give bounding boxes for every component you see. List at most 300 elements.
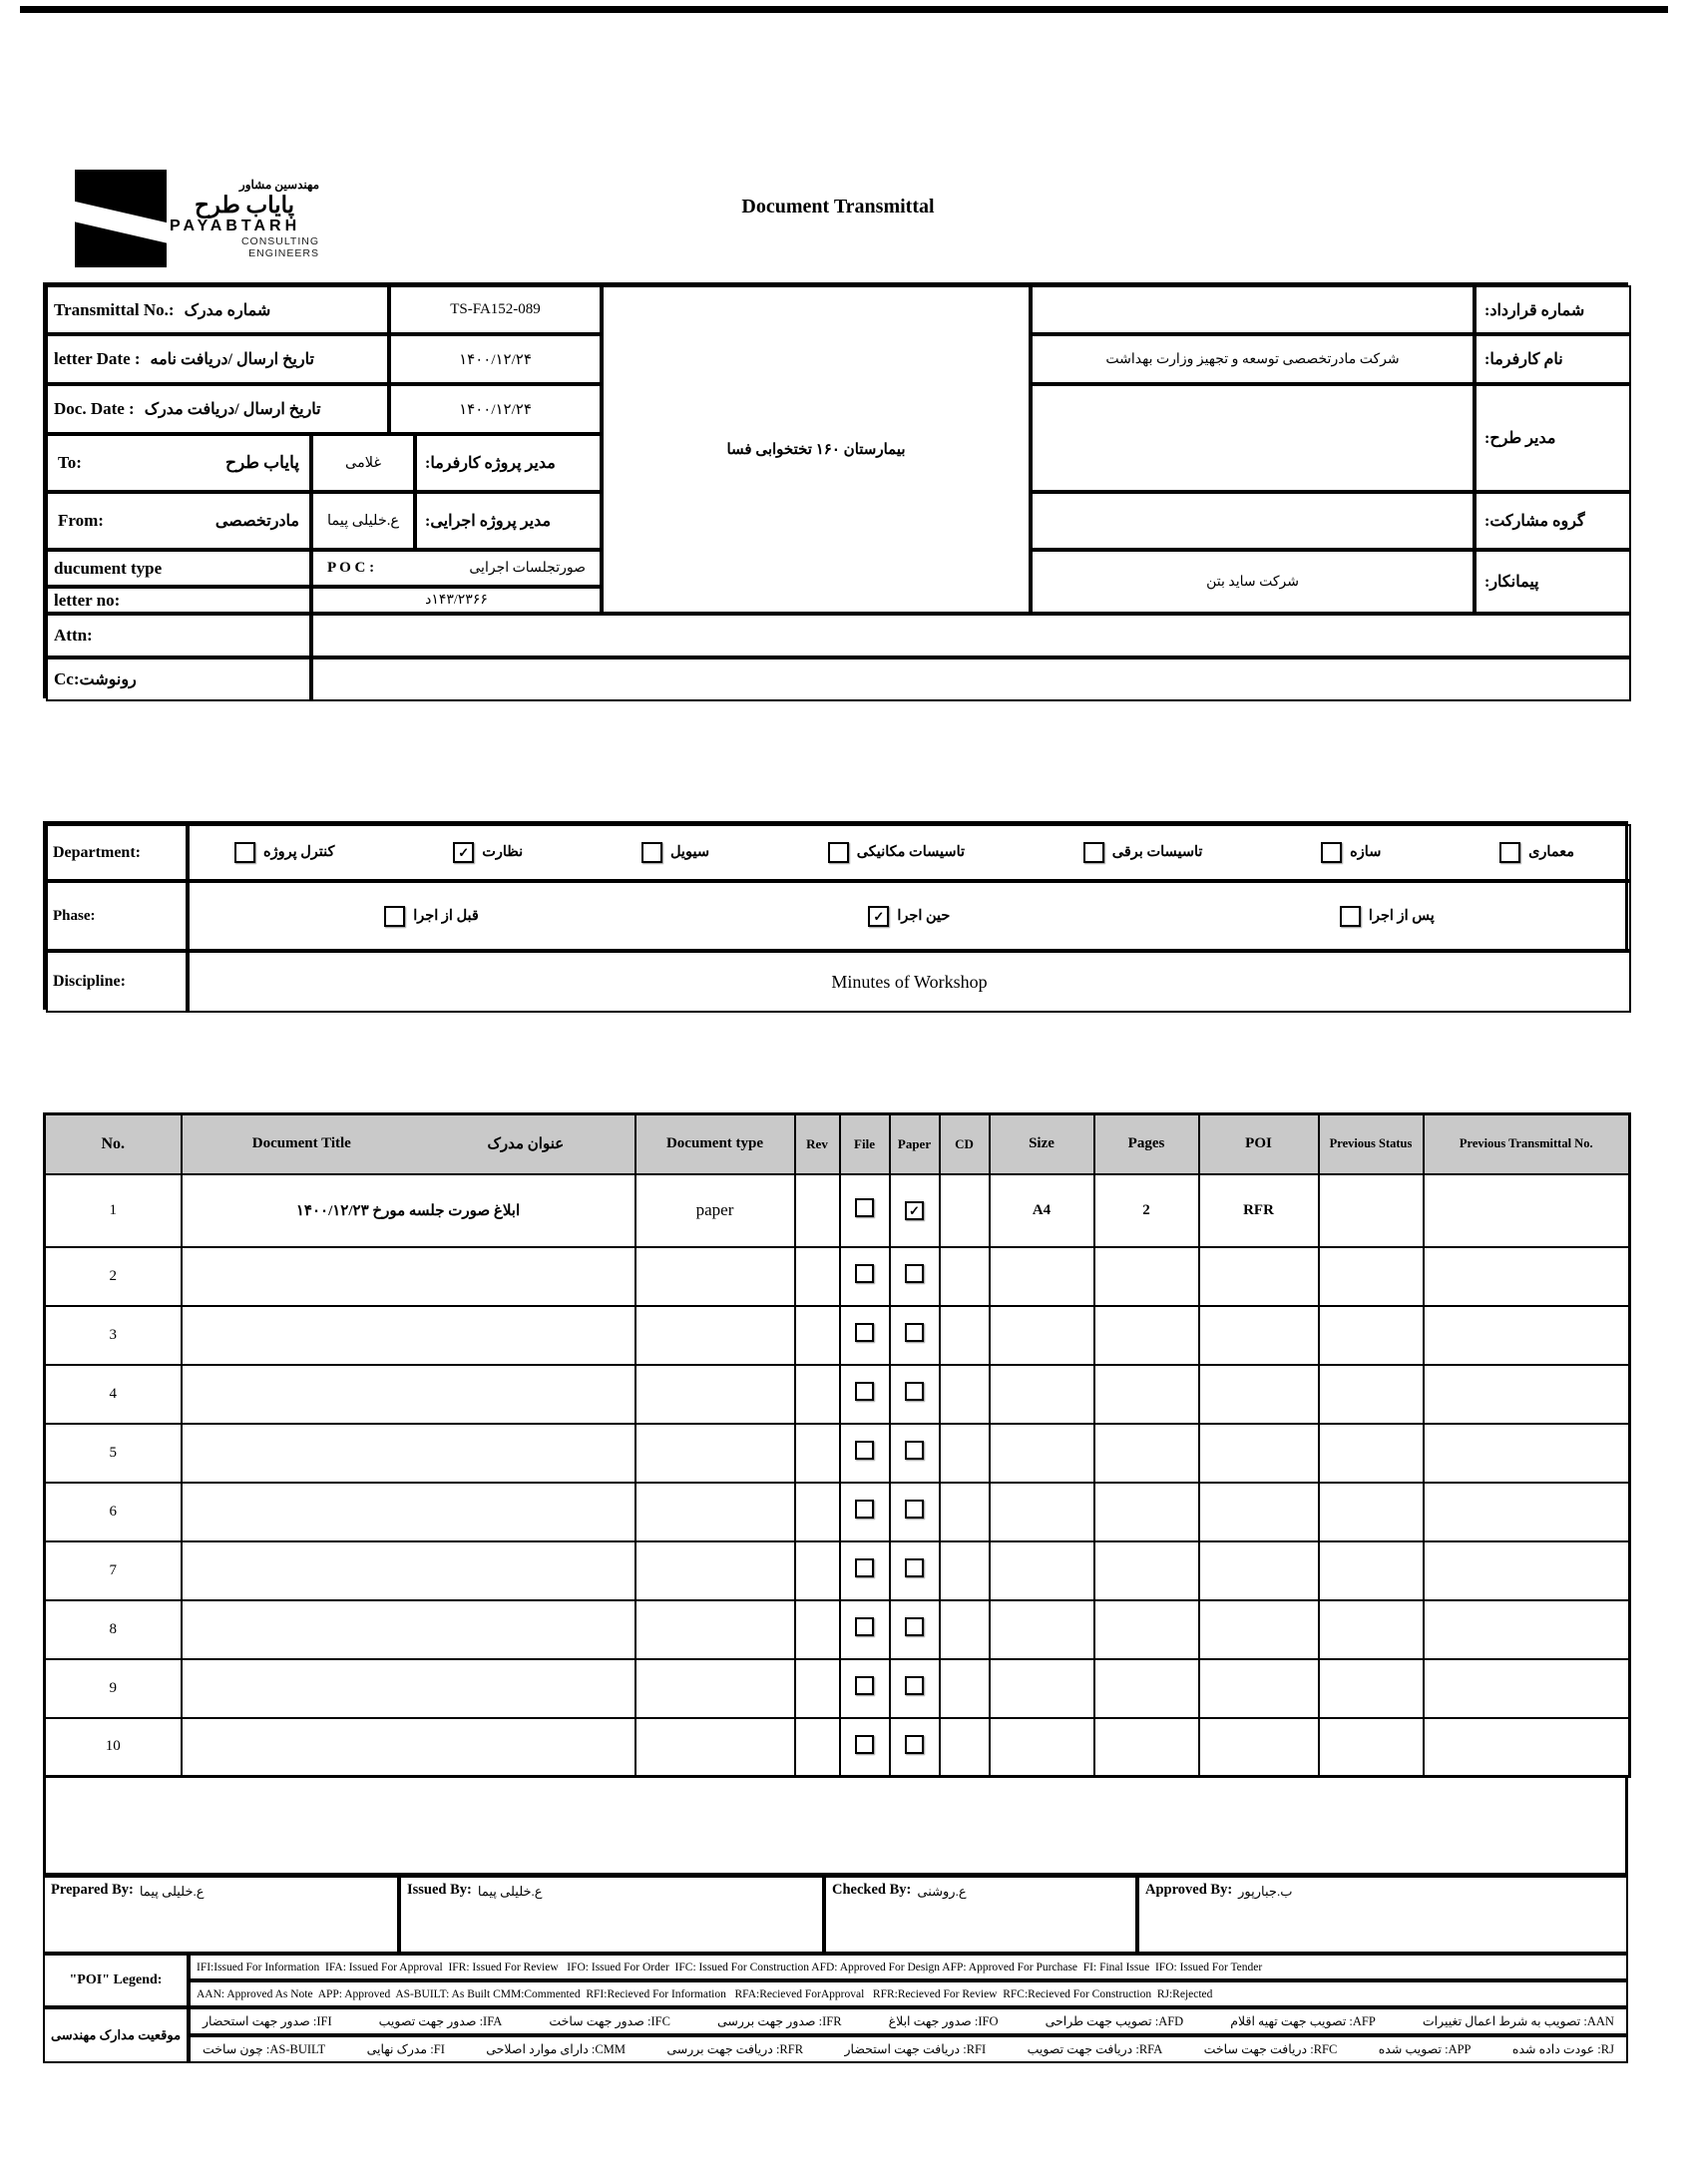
letter-date-label-fa: تاریخ ارسال /دریافت نامه <box>150 351 314 368</box>
client-pm-label: مدیر پروژه کارفرما: <box>415 434 602 492</box>
paper-checkbox[interactable] <box>905 1382 924 1401</box>
client-name-label: نام کارفرما: <box>1475 334 1631 384</box>
cell-file[interactable] <box>840 1174 890 1247</box>
cell-cd[interactable] <box>940 1600 990 1659</box>
cell-prev-transmittal[interactable] <box>1424 1365 1630 1424</box>
cell-file[interactable] <box>840 1365 890 1424</box>
file-checkbox[interactable] <box>855 1676 874 1695</box>
cell-rev[interactable] <box>795 1483 840 1541</box>
cell-title[interactable] <box>182 1424 635 1483</box>
table-row <box>45 1306 1630 1365</box>
department-items <box>188 824 1631 881</box>
doc-date-label-fa: تاریخ ارسال /دریافت مدرک <box>144 401 321 418</box>
file-checkbox[interactable] <box>855 1264 874 1283</box>
cell-title[interactable] <box>182 1718 635 1777</box>
cell-doc-type[interactable]: paper <box>635 1174 795 1247</box>
table-row <box>45 1365 1630 1424</box>
file-checkbox[interactable] <box>855 1441 874 1460</box>
legend-item <box>1423 2013 1614 2029</box>
col-prev-status: Previous Status <box>1319 1114 1424 1174</box>
cc-label <box>46 657 311 701</box>
from-value[interactable]: مادرتخصصی <box>214 513 299 530</box>
fa-legend-label: موقعیت مدارک مهندسی <box>43 2007 189 2063</box>
col-title <box>182 1114 635 1174</box>
cell-size[interactable] <box>990 1718 1094 1777</box>
issued-by-name[interactable]: ع.خلیلی پیما <box>477 1884 543 1899</box>
cell-size[interactable]: A4 <box>990 1174 1094 1247</box>
to-value[interactable]: پایاب طرح <box>225 453 299 472</box>
cell-rev[interactable] <box>795 1659 840 1718</box>
cell-prev-status[interactable] <box>1319 1718 1424 1777</box>
cell-size[interactable] <box>990 1600 1094 1659</box>
transmittal-no-label-fa: شماره مدرک <box>184 301 271 319</box>
letter-date-value[interactable]: ۱۴۰۰/۱۲/۲۴ <box>389 334 602 384</box>
legend-item-code: :IFC <box>643 2013 670 2028</box>
paper-checkbox[interactable] <box>905 1617 924 1636</box>
legend-item-code: :IFR <box>815 2013 842 2028</box>
cell-size[interactable] <box>990 1306 1094 1365</box>
jv-group-label: گروه مشارکت: <box>1475 492 1631 550</box>
department-item[interactable] <box>641 842 709 863</box>
document-type-value[interactable] <box>311 550 602 587</box>
cell-pages[interactable] <box>1094 1718 1199 1777</box>
legend-item-code: :AAN <box>1580 2013 1614 2028</box>
cell-doc-type[interactable] <box>635 1483 795 1541</box>
cell-title[interactable] <box>182 1247 635 1306</box>
legend-item-text: صدور جهت ابلاغ <box>888 2014 972 2028</box>
cell-title[interactable] <box>182 1541 635 1600</box>
department-item-label: سیویل <box>669 844 709 860</box>
cell-no[interactable]: 5 <box>45 1424 182 1483</box>
legend-item <box>203 2041 325 2057</box>
cell-no[interactable]: 9 <box>45 1659 182 1718</box>
letter-no-label: letter no: <box>46 587 311 614</box>
design-manager-label: مدیر طرح: <box>1475 384 1631 492</box>
col-no: No. <box>45 1114 182 1174</box>
cell-prev-transmittal[interactable] <box>1424 1541 1630 1600</box>
contractor-value[interactable]: شرکت ساید بتن <box>1031 550 1475 614</box>
department-item[interactable] <box>1499 842 1574 863</box>
cell-prev-transmittal[interactable] <box>1424 1659 1630 1718</box>
cell-pages[interactable] <box>1094 1659 1199 1718</box>
cell-prev-status[interactable] <box>1319 1365 1424 1424</box>
legend-item-code: :AFD <box>1151 2013 1184 2028</box>
cell-prev-status[interactable] <box>1319 1659 1424 1718</box>
cell-no[interactable]: 3 <box>45 1306 182 1365</box>
cell-poi[interactable] <box>1199 1659 1319 1718</box>
col-prev-transmittal: Previous Transmittal No. <box>1424 1114 1630 1174</box>
paper-checkbox[interactable] <box>905 1558 924 1577</box>
table-row <box>45 1424 1630 1483</box>
department-item-label: تاسیسات مکانیکی <box>856 844 966 860</box>
file-checkbox[interactable] <box>855 1558 874 1577</box>
checked-by-name[interactable]: ع.روشنی <box>917 1884 967 1899</box>
phase-checkbox[interactable]: ✓ <box>868 906 889 927</box>
cell-prev-transmittal[interactable] <box>1424 1247 1630 1306</box>
doc-date-label <box>46 384 389 434</box>
department-checkbox[interactable] <box>1321 842 1342 863</box>
cell-rev[interactable] <box>795 1541 840 1600</box>
prepared-by-name[interactable]: ع.خلیلی پیما <box>139 1884 205 1899</box>
cell-cd[interactable] <box>940 1483 990 1541</box>
letter-no-text: د۱۴۳/۲۳۶۶ <box>425 593 488 608</box>
department-label: Department: <box>46 824 188 881</box>
cell-file[interactable] <box>840 1247 890 1306</box>
legend-item-code: :RFI <box>960 2041 987 2056</box>
legend-item <box>1028 2041 1163 2057</box>
from-person[interactable]: ع.خلیلی پیما <box>311 492 415 550</box>
cell-rev[interactable] <box>795 1247 840 1306</box>
cell-prev-status[interactable] <box>1319 1541 1424 1600</box>
cell-paper[interactable] <box>890 1541 940 1600</box>
cell-prev-transmittal[interactable] <box>1424 1174 1630 1247</box>
to-row <box>46 434 311 492</box>
prepared-by-cell <box>43 1876 399 1954</box>
cell-cd[interactable] <box>940 1365 990 1424</box>
paper-checkbox[interactable] <box>905 1500 924 1519</box>
discipline-value[interactable]: Minutes of Workshop <box>188 951 1631 1013</box>
cell-prev-status[interactable] <box>1319 1483 1424 1541</box>
cell-poi[interactable]: RFR <box>1199 1174 1319 1247</box>
department-item-label: نظارت <box>482 844 524 860</box>
cell-size[interactable] <box>990 1365 1094 1424</box>
cell-paper[interactable] <box>890 1659 940 1718</box>
cell-no[interactable]: 6 <box>45 1483 182 1541</box>
legend-item-code: :FI <box>427 2041 445 2056</box>
client-name-value[interactable]: شرکت مادرتخصصی توسعه و تجهیز وزارت بهداشت <box>1031 334 1475 384</box>
cell-no[interactable]: 8 <box>45 1600 182 1659</box>
approved-by-name[interactable]: ب.جبارپور <box>1238 1884 1293 1899</box>
cell-rev[interactable] <box>795 1718 840 1777</box>
classification-table <box>43 821 1628 1010</box>
cell-doc-type[interactable] <box>635 1247 795 1306</box>
department-checkbox[interactable] <box>1083 842 1104 863</box>
department-item[interactable] <box>453 842 523 863</box>
cell-cd[interactable] <box>940 1659 990 1718</box>
legend-item-code: :IFO <box>971 2013 999 2028</box>
logo-fa-big: پایاب طرح <box>194 193 295 218</box>
file-checkbox[interactable] <box>855 1500 874 1519</box>
cell-cd[interactable] <box>940 1174 990 1247</box>
cell-size[interactable] <box>990 1541 1094 1600</box>
legend-item <box>1204 2041 1338 2057</box>
cell-doc-type[interactable] <box>635 1365 795 1424</box>
department-checkbox[interactable] <box>234 842 255 863</box>
legend-table <box>43 1954 1628 2063</box>
remarks-empty-block[interactable] <box>43 1775 1628 1876</box>
cell-prev-transmittal[interactable] <box>1424 1600 1630 1659</box>
project-name: بیمارستان ۱۶۰ تختخوابی فسا <box>602 285 1031 614</box>
cell-poi[interactable] <box>1199 1718 1319 1777</box>
logo-text-block <box>170 178 319 259</box>
cell-cd[interactable] <box>940 1247 990 1306</box>
cell-no[interactable]: 1 <box>45 1174 182 1247</box>
attn-label: Attn: <box>46 614 311 657</box>
legend-item <box>1379 2041 1472 2057</box>
department-item[interactable] <box>234 842 334 863</box>
phase-items <box>188 881 1631 951</box>
cell-prev-status[interactable] <box>1319 1174 1424 1247</box>
department-checkbox[interactable]: ✓ <box>453 842 474 863</box>
cell-file[interactable] <box>840 1541 890 1600</box>
info-table <box>43 282 1628 698</box>
cell-prev-status[interactable] <box>1319 1424 1424 1483</box>
cell-doc-type[interactable] <box>635 1600 795 1659</box>
file-checkbox[interactable] <box>855 1198 874 1217</box>
col-title-fa: عنوان مدرک <box>487 1136 565 1153</box>
cell-pages[interactable] <box>1094 1306 1199 1365</box>
cell-no[interactable]: 7 <box>45 1541 182 1600</box>
phase-checkbox[interactable] <box>1340 906 1361 927</box>
cell-rev[interactable] <box>795 1306 840 1365</box>
cell-doc-type[interactable] <box>635 1659 795 1718</box>
cell-file[interactable] <box>840 1424 890 1483</box>
cell-poi[interactable] <box>1199 1306 1319 1365</box>
letter-date-label-en: letter Date : <box>54 349 141 368</box>
to-person[interactable]: غلامی <box>311 434 415 492</box>
cell-paper[interactable] <box>890 1424 940 1483</box>
phase-checkbox[interactable] <box>384 906 405 927</box>
phase-item-label: حین اجرا <box>897 907 951 924</box>
legend-item-text: دریافت جهت تصویب <box>1027 2042 1133 2056</box>
phase-label: Phase: <box>46 881 188 951</box>
legend-item <box>549 2013 670 2029</box>
cell-cd[interactable] <box>940 1541 990 1600</box>
phase-item[interactable] <box>1340 906 1435 927</box>
legend-item <box>844 2041 986 2057</box>
cell-prev-status[interactable] <box>1319 1600 1424 1659</box>
cell-rev[interactable] <box>795 1424 840 1483</box>
attn-value[interactable] <box>311 614 1631 657</box>
cell-size[interactable] <box>990 1659 1094 1718</box>
legend-item-text: مدرک نهایی <box>366 2042 428 2056</box>
department-item[interactable] <box>828 842 965 863</box>
cell-file[interactable] <box>840 1718 890 1777</box>
cell-file[interactable] <box>840 1659 890 1718</box>
department-item[interactable] <box>1321 842 1381 863</box>
legend-item <box>717 2013 842 2029</box>
from-row <box>46 492 311 550</box>
legend-item-text: عودت داده شده <box>1511 2042 1595 2056</box>
cell-poi[interactable] <box>1199 1365 1319 1424</box>
cell-size[interactable] <box>990 1483 1094 1541</box>
paper-checkbox[interactable] <box>905 1735 924 1754</box>
table-row <box>45 1247 1630 1306</box>
paper-checkbox[interactable]: ✓ <box>905 1201 924 1220</box>
department-item-label: کنترل پروژه <box>263 844 335 860</box>
legend-item-text: دارای موارد اصلاحی <box>486 2042 589 2056</box>
legend-item-text: صدور جهت بررسی <box>716 2014 816 2028</box>
exec-pm-label: مدیر پروژه اجرایی: <box>415 492 602 550</box>
logo-fa-small: مهندسین مشاور <box>238 178 319 192</box>
cell-doc-type[interactable] <box>635 1424 795 1483</box>
col-pages: Pages <box>1094 1114 1199 1174</box>
cell-poi[interactable] <box>1199 1424 1319 1483</box>
file-checkbox[interactable] <box>855 1382 874 1401</box>
file-checkbox[interactable] <box>855 1323 874 1342</box>
contract-no-label: شماره قرارداد: <box>1475 285 1631 334</box>
department-item[interactable] <box>1083 842 1203 863</box>
cell-title[interactable] <box>182 1365 635 1424</box>
cell-cd[interactable] <box>940 1306 990 1365</box>
cell-doc-type[interactable] <box>635 1541 795 1600</box>
cell-prev-status[interactable] <box>1319 1306 1424 1365</box>
cell-no[interactable]: 10 <box>45 1718 182 1777</box>
legend-item-code: :RFA <box>1132 2041 1163 2056</box>
cell-rev[interactable] <box>795 1365 840 1424</box>
cell-pages[interactable] <box>1094 1247 1199 1306</box>
legend-item <box>367 2041 445 2057</box>
cell-pages[interactable] <box>1094 1424 1199 1483</box>
cell-poi[interactable] <box>1199 1600 1319 1659</box>
table-row <box>45 1718 1630 1777</box>
phase-item[interactable] <box>384 906 479 927</box>
department-item-label: معماری <box>1528 844 1574 860</box>
cell-title[interactable]: ابلاغ صورت جلسه مورخ ۱۴۰۰/۱۲/۲۳ <box>182 1174 635 1247</box>
legend-item-text: دریافت جهت استحضار <box>844 2042 961 2056</box>
legend-item-text: تصویب شده <box>1378 2042 1442 2056</box>
top-rule <box>20 6 1668 13</box>
discipline-label: Discipline: <box>46 951 188 1013</box>
cell-rev[interactable] <box>795 1600 840 1659</box>
cell-prev-transmittal[interactable] <box>1424 1424 1630 1483</box>
cell-file[interactable] <box>840 1600 890 1659</box>
jv-group-value[interactable] <box>1031 492 1475 550</box>
cc-label-fa: رونوشت <box>79 671 137 688</box>
transmittal-no-label <box>46 285 389 334</box>
cell-pages[interactable] <box>1094 1483 1199 1541</box>
fa-legend-line1 <box>189 2007 1628 2035</box>
cell-cd[interactable] <box>940 1424 990 1483</box>
department-checkbox[interactable] <box>641 842 662 863</box>
phase-item-label: قبل از اجرا <box>413 907 479 924</box>
cell-pages[interactable] <box>1094 1600 1199 1659</box>
cell-doc-type[interactable] <box>635 1306 795 1365</box>
poi-legend-en-line2: AAN: Approved As Note APP: Approved AS-BUILT: As Built CMM:Commented RFI:Recieved For Information RFA:Recieved ForApproval RFR:Recieved For Review RFC:Recieved For Construction RJ:Rejected <box>189 1980 1628 2007</box>
cell-poi[interactable] <box>1199 1483 1319 1541</box>
document-type-fa: صورتجلسات اجرایی <box>469 561 586 576</box>
cell-no[interactable]: 2 <box>45 1247 182 1306</box>
legend-item <box>486 2041 626 2057</box>
department-checkbox[interactable] <box>828 842 849 863</box>
cell-prev-transmittal[interactable] <box>1424 1306 1630 1365</box>
cell-paper[interactable] <box>890 1600 940 1659</box>
col-file: File <box>840 1114 890 1174</box>
design-manager-value[interactable] <box>1031 384 1475 492</box>
col-doc-type: Document type <box>635 1114 795 1174</box>
cell-paper[interactable] <box>890 1306 940 1365</box>
phase-item-label: پس از اجرا <box>1368 907 1435 924</box>
cell-pages[interactable] <box>1094 1365 1199 1424</box>
cell-poi[interactable] <box>1199 1247 1319 1306</box>
cell-prev-transmittal[interactable] <box>1424 1718 1630 1777</box>
cell-prev-status[interactable] <box>1319 1247 1424 1306</box>
cell-paper[interactable] <box>890 1247 940 1306</box>
legend-item <box>889 2013 999 2029</box>
cc-value[interactable] <box>311 657 1631 701</box>
legend-item <box>203 2013 332 2029</box>
cell-cd[interactable] <box>940 1718 990 1777</box>
cell-title[interactable] <box>182 1306 635 1365</box>
transmittal-no-value[interactable]: TS-FA152-089 <box>389 285 602 334</box>
contractor-label: پیمانکار: <box>1475 550 1631 614</box>
payabtarh-logo-icon <box>75 170 167 267</box>
table-row <box>45 1600 1630 1659</box>
col-size: Size <box>990 1114 1094 1174</box>
col-paper: Paper <box>890 1114 940 1174</box>
logo-en-sub: CONSULTING ENGINEERS <box>240 235 319 260</box>
legend-item <box>1046 2013 1184 2029</box>
cell-paper[interactable] <box>890 1174 940 1247</box>
paper-checkbox[interactable] <box>905 1676 924 1695</box>
legend-item-code: :APP <box>1441 2041 1472 2056</box>
page-title: Document Transmittal <box>741 196 935 218</box>
paper-checkbox[interactable] <box>905 1323 924 1342</box>
legend-item-code: :AS-BUILT <box>262 2041 326 2056</box>
cell-title[interactable] <box>182 1600 635 1659</box>
paper-checkbox[interactable] <box>905 1441 924 1460</box>
doc-date-value[interactable]: ۱۴۰۰/۱۲/۲۴ <box>389 384 602 434</box>
doc-date-label-en: Doc. Date : <box>54 399 135 418</box>
cell-pages[interactable] <box>1094 1541 1199 1600</box>
legend-item-code: :RFR <box>772 2041 804 2056</box>
phase-item[interactable] <box>868 906 950 927</box>
cell-doc-type[interactable] <box>635 1718 795 1777</box>
poi-legend-label: "POI" Legend: <box>43 1954 189 2007</box>
poi-legend-en-line1: IFI:Issued For Information IFA: Issued For Approval IFR: Issued For Review IFO: Issued For Order IFC: Issued For Construction AFD: Approved For Design AFP: Approved For Purchase FI: Final Issue IFO: Issued For Tender <box>189 1954 1628 1980</box>
legend-item-code: :RFC <box>1307 2041 1338 2056</box>
issued-by-cell <box>399 1876 824 1954</box>
contract-no-value[interactable] <box>1031 285 1475 334</box>
table-row <box>45 1659 1630 1718</box>
cell-file[interactable] <box>840 1483 890 1541</box>
cell-paper[interactable] <box>890 1718 940 1777</box>
signature-row <box>43 1876 1628 1954</box>
legend-item-text: تصویب جهت طراحی <box>1045 2014 1152 2028</box>
cell-file[interactable] <box>840 1306 890 1365</box>
approved-by-label: Approved By: <box>1145 1882 1233 1898</box>
table-row <box>45 1483 1630 1541</box>
cell-prev-transmittal[interactable] <box>1424 1483 1630 1541</box>
cell-poi[interactable] <box>1199 1541 1319 1600</box>
document-list-table <box>43 1112 1631 1778</box>
cell-rev[interactable] <box>795 1174 840 1247</box>
cell-paper[interactable] <box>890 1365 940 1424</box>
cell-paper[interactable] <box>890 1483 940 1541</box>
cell-title[interactable] <box>182 1659 635 1718</box>
table-row <box>45 1174 1630 1247</box>
from-label: From: <box>58 511 104 530</box>
legend-item-text: صدور جهت ساخت <box>549 2014 644 2028</box>
letter-no-value[interactable] <box>311 587 602 614</box>
cell-title[interactable] <box>182 1483 635 1541</box>
cell-size[interactable] <box>990 1424 1094 1483</box>
department-item-label: سازه <box>1350 844 1382 860</box>
checked-by-cell <box>824 1876 1137 1954</box>
cell-size[interactable] <box>990 1247 1094 1306</box>
issued-by-label: Issued By: <box>407 1882 472 1898</box>
cell-pages[interactable]: 2 <box>1094 1174 1199 1247</box>
letter-date-label <box>46 334 389 384</box>
legend-item-code: :IFA <box>476 2013 503 2028</box>
file-checkbox[interactable] <box>855 1735 874 1754</box>
cc-label-en: Cc: <box>54 669 80 688</box>
paper-checkbox[interactable] <box>905 1264 924 1283</box>
department-checkbox[interactable] <box>1499 842 1520 863</box>
file-checkbox[interactable] <box>855 1617 874 1636</box>
checked-by-label: Checked By: <box>832 1882 912 1898</box>
cell-no[interactable]: 4 <box>45 1365 182 1424</box>
